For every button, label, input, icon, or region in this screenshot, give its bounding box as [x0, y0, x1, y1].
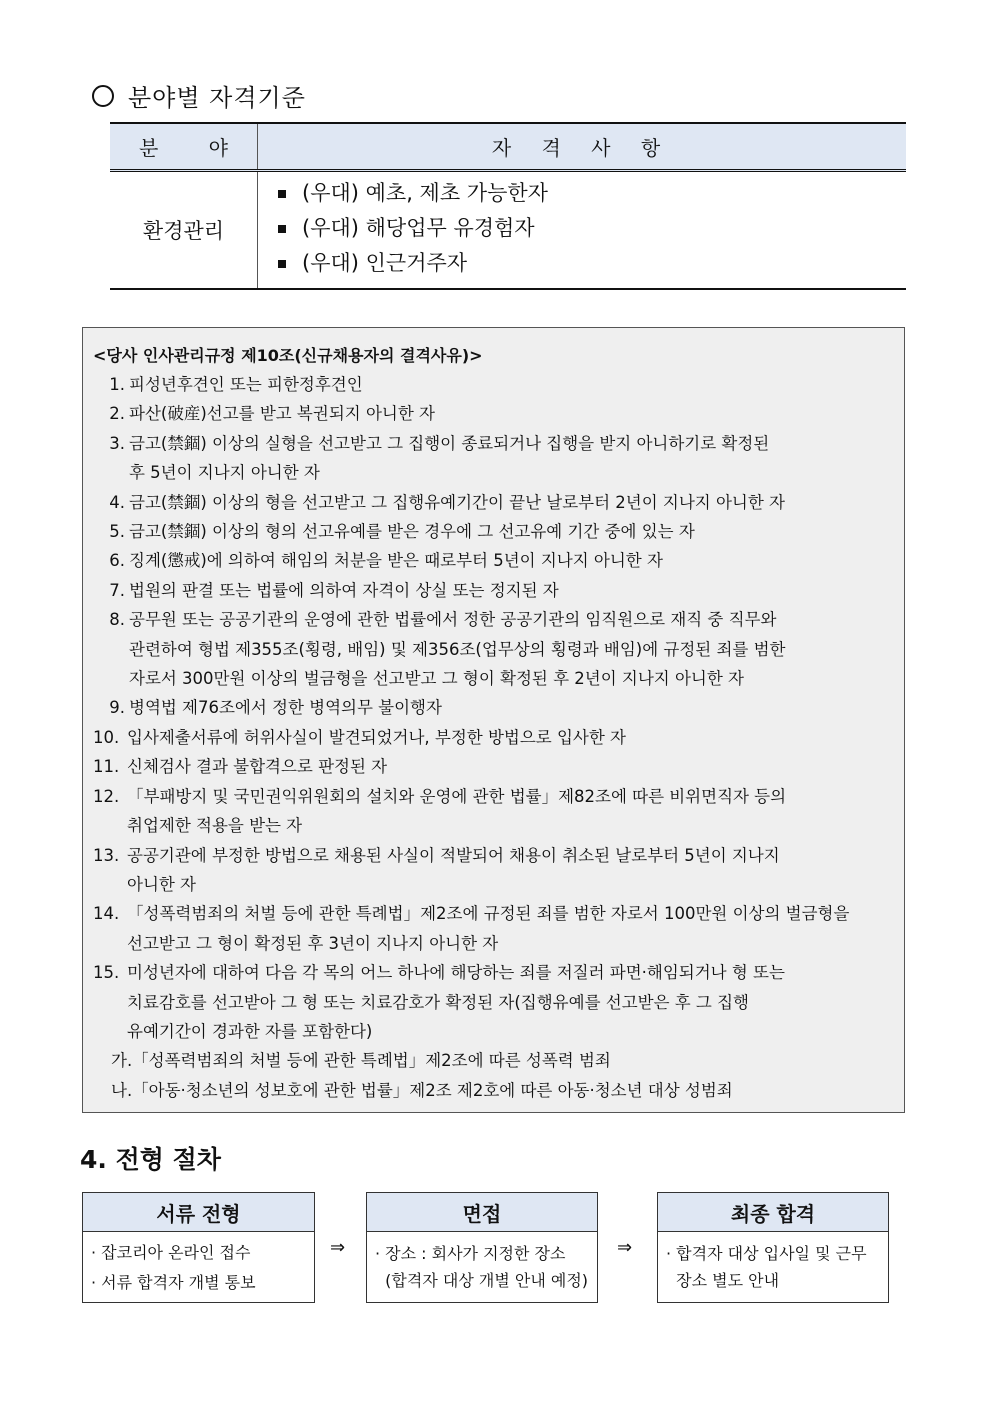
rule-number: 11. — [93, 757, 120, 777]
rule-line: 금고(禁錮) 이상의 형을 선고받고 그 집행유예기간이 끝난 날로부터 2년이 지나지 아니한 자 — [129, 492, 785, 512]
rule-item — [93, 841, 894, 900]
rule-text — [127, 782, 894, 841]
step-line: · 잡코리아 온라인 접수 — [91, 1243, 251, 1262]
rule-number: 13. — [93, 845, 120, 865]
rule-line: 파산(破産)선고를 받고 복권되지 아니한 자 — [129, 404, 435, 424]
arrow-icon: ⇒ — [330, 1237, 346, 1258]
rule-line: 「부패방지 및 국민권익위원회의 설치와 운영에 관한 법률」제82조에 따른 비위면직자 등의 — [127, 786, 787, 806]
rule-text — [129, 517, 894, 546]
step-title: 면접 — [367, 1193, 597, 1232]
rule-text — [129, 693, 894, 722]
section-4-heading: 4. 전형 절차 — [80, 1145, 221, 1174]
rule-text — [129, 399, 894, 428]
step-line: · 합격자 대상 입사일 및 근무 — [666, 1244, 867, 1263]
square-bullet-icon — [278, 225, 286, 233]
section-heading — [92, 78, 306, 113]
rule-subitem: 나.「아동·청소년의 성보호에 관한 법률」제2조 제2호에 따른 아동·청소년 대상 성범죄 — [111, 1080, 733, 1100]
rules-title: <당사 인사관리규정 제10조(신규채용자의 결격사유)> — [93, 346, 483, 365]
rule-line: 금고(禁錮) 이상의 형의 선고유예를 받은 경우에 그 선고유예 기간 중에 있는 자 — [129, 522, 695, 542]
rule-number: 7. — [109, 580, 125, 600]
square-bullet-icon — [278, 190, 286, 198]
rule-number: 4. — [109, 492, 125, 512]
rule-number: 6. — [109, 551, 125, 571]
rule-number: 10. — [93, 727, 120, 747]
rule-number: 14. — [93, 904, 120, 924]
rule-line: 병역법 제76조에서 정한 병역의무 불이행자 — [129, 698, 442, 718]
rule-text — [129, 605, 894, 693]
rule-number: 12. — [93, 786, 120, 806]
rule-line: 후 5년이 지나지 아니한 자 — [129, 463, 320, 483]
rule-text — [129, 488, 894, 517]
rule-line: 아니한 자 — [127, 874, 197, 894]
step-line: 장소 별도 안내 — [666, 1271, 780, 1290]
rule-item — [93, 723, 894, 752]
rule-line: 신체검사 결과 불합격으로 판정된 자 — [127, 757, 388, 777]
qualification-item — [278, 211, 906, 246]
step-title: 최종 합격 — [658, 1193, 888, 1232]
rule-text — [127, 723, 894, 752]
rule-subitem: 가.「성폭력범죄의 처벌 등에 관한 특례법」제2조에 따른 성폭력 범죄 — [111, 1051, 611, 1071]
rule-item — [93, 429, 894, 488]
rule-line: 미성년자에 대하여 다음 각 목의 어느 하나에 해당하는 죄를 저질러 파면·해임되거나 형 또는 — [127, 963, 785, 983]
step-final-pass — [657, 1192, 889, 1303]
rule-number: 8. — [109, 610, 125, 630]
header-field: 분 야 — [110, 124, 258, 169]
rule-number: 5. — [109, 522, 125, 542]
rule-line: 취업제한 적용을 받는 자 — [127, 816, 303, 836]
rule-item — [93, 517, 894, 546]
rule-line: 선고받고 그 형이 확정된 후 3년이 지나지 아니한 자 — [127, 933, 499, 953]
step-body — [367, 1232, 597, 1294]
rule-line: 치료감호를 선고받아 그 형 또는 치료감호가 확정된 자(집행유예를 선고받은 후 그 집행 — [127, 992, 749, 1012]
rule-item — [93, 782, 894, 841]
rules-list — [93, 370, 894, 1046]
rule-text — [127, 899, 894, 958]
rule-item — [93, 958, 894, 1046]
rule-item — [93, 399, 894, 428]
rule-number: 3. — [109, 433, 125, 453]
rule-number: 1. — [109, 375, 125, 394]
arrow-icon: ⇒ — [617, 1237, 633, 1258]
rule-item — [93, 370, 894, 399]
rule-line: 관련하여 형법 제355조(횡령, 배임) 및 제356조(업무상의 횡령과 배임)에 규정된 죄를 범한 — [129, 639, 786, 659]
rule-item — [93, 488, 894, 517]
rule-line: 피성년후견인 또는 피한정후견인 — [129, 375, 363, 394]
step-interview — [366, 1192, 598, 1303]
section-title: 분야별 자격기준 — [128, 84, 306, 112]
rule-item — [93, 546, 894, 575]
rule-item — [93, 899, 894, 958]
rule-line: 유예기간이 경과한 자를 포함한다) — [127, 1021, 373, 1041]
table-header-row — [110, 122, 906, 172]
rule-line: 징계(懲戒)에 의하여 해임의 처분을 받은 때로부터 5년이 지나지 아니한 자 — [129, 551, 663, 571]
rule-text — [129, 546, 894, 575]
rule-item — [93, 752, 894, 781]
rule-line: 공공기관에 부정한 방법으로 채용된 사실이 적발되어 채용이 취소된 날로부터 5년이 지나지 — [127, 845, 780, 865]
rule-text — [127, 752, 894, 781]
step-line: · 서류 합격자 개별 통보 — [91, 1273, 256, 1292]
field-cell: 환경관리 — [110, 172, 258, 288]
rule-text — [129, 576, 894, 605]
rule-text — [127, 841, 894, 900]
rule-text — [127, 958, 894, 1046]
step-document-screening — [82, 1192, 315, 1303]
step-line: · 장소 : 회사가 지정한 장소 — [375, 1244, 566, 1263]
rule-line: 「성폭력범죄의 처벌 등에 관한 특례법」제2조에 규정된 죄를 범한 자로서 100만원 이상의 벌금형을 — [127, 904, 850, 924]
step-title: 서류 전형 — [83, 1193, 314, 1232]
rule-line: 자로서 300만원 이상의 벌금형을 선고받고 그 형이 확정된 후 2년이 지나지 아니한 자 — [129, 669, 744, 689]
qualification-cell — [258, 172, 906, 288]
rule-item — [93, 605, 894, 693]
circle-bullet-icon — [92, 85, 114, 107]
rule-line: 공무원 또는 공공기관의 운영에 관한 법률에서 정한 공공기관의 임직원으로 재직 중 직무와 — [129, 610, 777, 630]
qualification-text: (우대) 해당업무 유경험자 — [302, 216, 535, 240]
rule-number: 2. — [109, 404, 125, 424]
qualification-text: (우대) 예초, 제초 가능한자 — [302, 181, 548, 205]
step-line: (합격자 대상 개별 안내 예정) — [375, 1271, 589, 1290]
rule-number: 9. — [109, 698, 125, 718]
rule-text — [129, 370, 894, 399]
rule-text — [129, 429, 894, 488]
disqualification-box — [82, 327, 905, 1113]
square-bullet-icon — [278, 260, 286, 268]
rule-item — [93, 576, 894, 605]
rule-line: 입사제출서류에 허위사실이 발견되었거나, 부정한 방법으로 입사한 자 — [127, 727, 626, 747]
step-body — [658, 1232, 888, 1294]
qualification-text: (우대) 인근거주자 — [302, 251, 468, 275]
rule-item — [93, 693, 894, 722]
header-qualification: 자 격 사 항 — [491, 136, 673, 160]
rule-line: 금고(禁錮) 이상의 실형을 선고받고 그 집행이 종료되거나 집행을 받지 아니하기로 확정된 — [129, 433, 770, 453]
rule-number: 15. — [93, 963, 120, 983]
qualification-item — [278, 246, 906, 281]
table-row — [110, 172, 906, 290]
qualification-item — [278, 176, 906, 211]
step-body — [83, 1232, 314, 1298]
qualification-table — [110, 122, 906, 290]
rule-line: 법원의 판결 또는 법률에 의하여 자격이 상실 또는 정지된 자 — [129, 580, 559, 600]
